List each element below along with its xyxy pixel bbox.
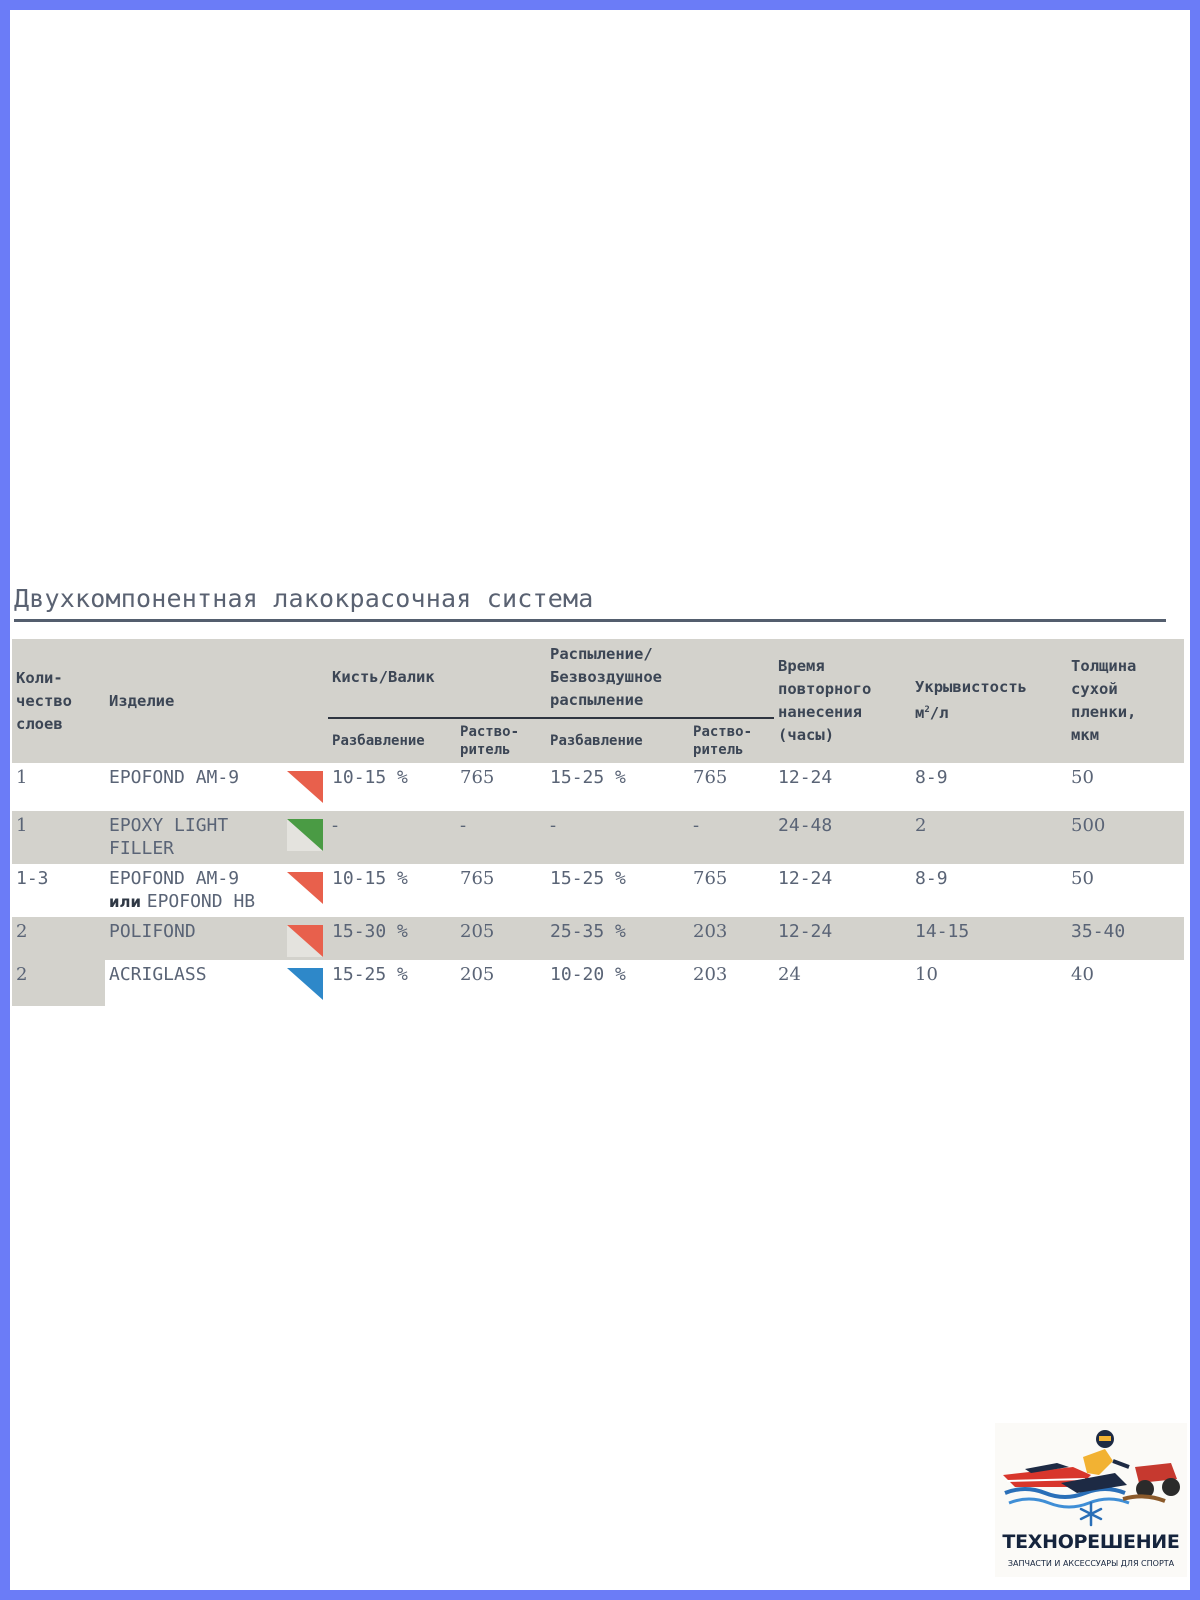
paint-system-table [12, 639, 1184, 1006]
cell-spray-solvent: - [689, 811, 774, 864]
header-spray-solvent: Раство- ритель [689, 718, 774, 763]
cell-coverage: 14-15 [911, 917, 1067, 960]
header-spray-dilution: Разбавление [546, 718, 689, 763]
motorsport-emblem-icon [995, 1423, 1187, 1527]
cell-coverage: 8-9 [911, 763, 1067, 811]
cell-recoat: 24-48 [774, 811, 911, 864]
cell-spray-dilution: 10-20 % [546, 960, 689, 1006]
cell-qty: 2 [12, 917, 105, 960]
cell-coverage: 2 [911, 811, 1067, 864]
cell-spray-solvent: 203 [689, 917, 774, 960]
table-row [12, 864, 1184, 917]
or-label: или [109, 893, 142, 911]
cell-thickness: 50 [1067, 864, 1184, 917]
title-underline [14, 619, 1166, 622]
header-product: Изделие [105, 639, 328, 763]
cell-brush-solvent: - [456, 811, 546, 864]
cell-recoat: 24 [774, 960, 911, 1006]
header-qty: Коли- чество слоев [12, 639, 105, 763]
color-flag-icon [283, 811, 328, 864]
table-row [12, 917, 1184, 960]
header-recoat-time: Время повторного нанесения (часы) [774, 639, 911, 763]
cell-spray-solvent: 765 [689, 864, 774, 917]
table-row [12, 811, 1184, 864]
cell-spray-dilution: - [546, 811, 689, 864]
section-title: Двухкомпонентная лакокрасочная система [14, 584, 594, 613]
color-flag-icon [283, 763, 328, 811]
cell-product: EPOFOND AM-9 или EPOFOND HB [105, 864, 283, 917]
cell-brush-dilution: 15-25 % [328, 960, 456, 1006]
header-brush-roller: Кисть/Валик [328, 639, 546, 718]
cell-qty: 1 [12, 763, 105, 811]
cell-brush-solvent: 205 [456, 960, 546, 1006]
cell-brush-solvent: 765 [456, 864, 546, 917]
cell-product: POLIFOND [105, 917, 283, 960]
cell-coverage: 8-9 [911, 864, 1067, 917]
cell-spray-solvent: 765 [689, 763, 774, 811]
header-row-top [12, 639, 1184, 718]
table-row [12, 763, 1184, 811]
cell-brush-dilution: 15-30 % [328, 917, 456, 960]
color-flag-icon [283, 864, 328, 917]
cell-spray-dilution: 15-25 % [546, 763, 689, 811]
cell-qty: 1 [12, 811, 105, 864]
cell-qty: 1-3 [12, 864, 105, 917]
cell-spray-solvent: 203 [689, 960, 774, 1006]
cell-thickness: 35-40 [1067, 917, 1184, 960]
cell-product: EPOFOND AM-9 [105, 763, 283, 811]
cell-thickness: 50 [1067, 763, 1184, 811]
header-brush-dilution: Разбавление [328, 718, 456, 763]
header-spray: Распыление/ Безвоздушное распыление [546, 639, 774, 718]
cell-spray-dilution: 25-35 % [546, 917, 689, 960]
cell-brush-solvent: 765 [456, 763, 546, 811]
header-coverage: Укрывистость $м^2/л$ [911, 639, 1067, 763]
cell-coverage: 10 [911, 960, 1067, 1006]
cell-thickness: 500 [1067, 811, 1184, 864]
header-film-thickness: Толщина сухой пленки, мкм [1067, 639, 1184, 763]
color-flag-icon [283, 960, 328, 1006]
cell-brush-solvent: 205 [456, 917, 546, 960]
cell-brush-dilution: 10-15 % [328, 864, 456, 917]
table-row [12, 960, 1184, 1006]
color-flag-icon [283, 917, 328, 960]
cell-product: EPOXY LIGHT FILLER [105, 811, 283, 864]
cell-brush-dilution: - [328, 811, 456, 864]
header-brush-solvent: Раство- ритель [456, 718, 546, 763]
brand-name: ТЕХНОРЕШЕНИЕ [1002, 1531, 1180, 1553]
cell-brush-dilution: 10-15 % [328, 763, 456, 811]
cell-recoat: 12-24 [774, 917, 911, 960]
cell-recoat: 12-24 [774, 864, 911, 917]
cell-product: ACRIGLASS [105, 960, 283, 1006]
cell-qty: 2 [12, 960, 105, 1006]
brand-tagline: ЗАПЧАСТИ И АКСЕССУАРЫ ДЛЯ СПОРТА [1007, 1559, 1175, 1568]
brand-logo [995, 1423, 1187, 1577]
document-page [10, 10, 1190, 1590]
cell-spray-dilution: 15-25 % [546, 864, 689, 917]
cell-thickness: 40 [1067, 960, 1184, 1006]
cell-recoat: 12-24 [774, 763, 911, 811]
